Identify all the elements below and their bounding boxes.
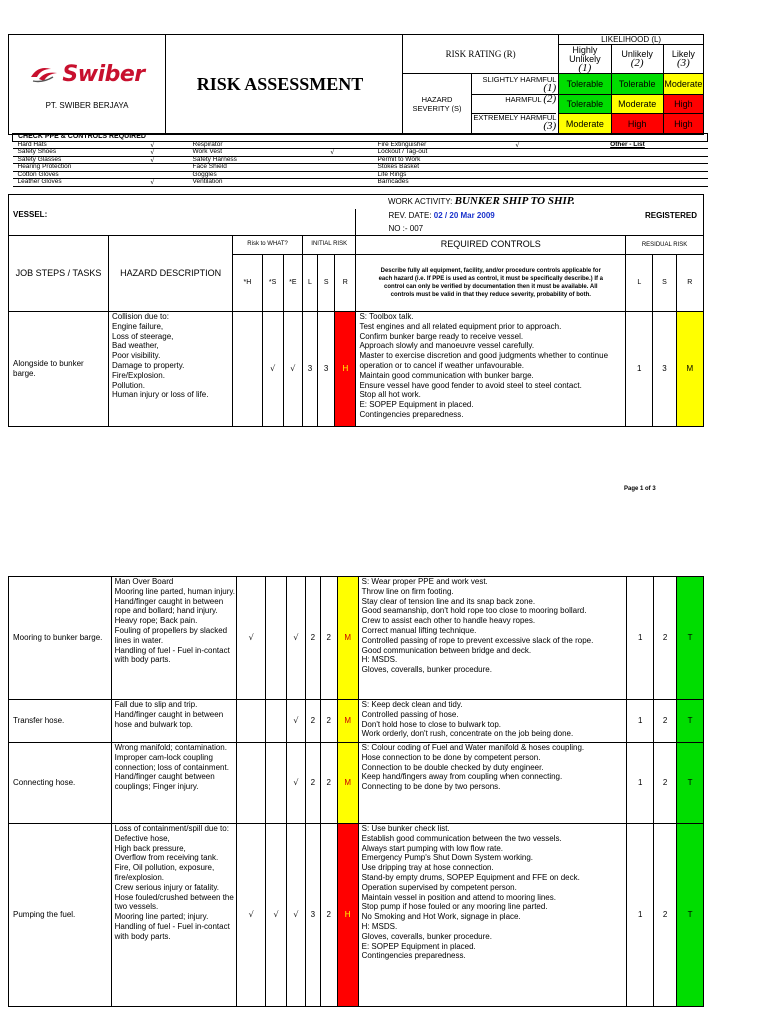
job-step: Mooring to bunker barge. bbox=[9, 577, 112, 700]
residual-risk-rating: T bbox=[677, 824, 704, 1007]
text-line: Hand/finger caught between couplings; Finger injury. bbox=[114, 772, 215, 792]
text-line: High back pressure, bbox=[114, 843, 186, 853]
company-name: PT. SWIBER BERJAYA bbox=[45, 100, 129, 110]
header-table bbox=[8, 34, 704, 135]
title-cell bbox=[166, 35, 394, 135]
ppe-heading: CHECK PPE & CONTROLS REQUIRED bbox=[13, 134, 708, 142]
text-line: Loss of steerage, bbox=[112, 331, 174, 341]
text-line: Emergency Pump's Shut Down System working. bbox=[361, 853, 534, 863]
swiber-logo-icon bbox=[29, 63, 59, 85]
controls-note: Describe fully all equipment, facility, and/or procedure controls applicable for each hazard (i.e. If PPE is used as control, it must be specifically describe.) If a control can only be verified by documentation then it must be available. All controls must be valid in that they reduce severity, probability of both. bbox=[356, 255, 626, 312]
text-line: Throw line on firm footing. bbox=[361, 586, 454, 596]
text-line: Work orderly, don't rush, concentrate on the job being done. bbox=[361, 729, 574, 739]
text-line: Collision due to: bbox=[112, 312, 169, 321]
matrix-cell: Moderate bbox=[559, 114, 610, 134]
severity-1: SLIGHTLY HARMFUL (1) bbox=[471, 74, 558, 95]
initial-risk-rating: M bbox=[337, 743, 358, 824]
text-line: S: Colour coding of Fuel and Water manifold & hoses coupling. bbox=[361, 743, 585, 752]
col-job-steps: JOB STEPS / TASKS bbox=[9, 236, 109, 312]
text-line: Keep hand/fingers away from coupling when connecting. bbox=[361, 772, 563, 782]
table-row: Mooring to bunker barge. Man Over Board Mooring line parted, human injury. Hand/finger caught in between rope and bollard; hand injury. Heavy rope; Back pain. Fouling of propellers by slacked lines in water. Handling of fuel - Fuel in-contact with body parts. √ √ 2 2 M S: Wear proper PPE and work vest. Throw line on firm footing. Stay clear of tension line and its snap back zone. Good seamanship, don't hold rope too close to mooring bollard. Crew to assist each other to handle heavy ropes. Correct manual lifting technique. Controlled passing of rope to prevent excessive slack of the rope. Good communication between bridge and deck. H: MSDS. Gloves, coveralls, bunker procedure. 1 2 T bbox=[9, 577, 704, 700]
ppe-row: Hearing Protection Face Shield Stokes Basket bbox=[13, 164, 708, 172]
matrix-cell: Tolerable bbox=[611, 74, 663, 95]
text-line: S: Use bunker check list. bbox=[361, 824, 450, 833]
text-line: Fouling of propellers by slacked lines in water. bbox=[114, 625, 228, 645]
col-required-controls: REQUIRED CONTROLS bbox=[356, 236, 626, 255]
initial-risk-rating: H bbox=[335, 312, 356, 427]
ppe-table bbox=[12, 133, 708, 187]
page-title: RISK ASSESSMENT bbox=[196, 74, 364, 94]
text-line: Stay clear of tension line and its snap back zone. bbox=[361, 596, 536, 606]
required-controls bbox=[358, 743, 627, 824]
matrix-cell: Tolerable bbox=[559, 74, 611, 95]
col-residual-risk: RESIDUAL RISK bbox=[626, 236, 704, 255]
table-row: Alongside to bunker barge. Collision due to: Engine failure, Loss of steerage, Bad weather, Poor visibility. Damage to property. Fire/Explosion. Pollution. Human injury or loss of life. √ √ 3 3 H S: Toolbox talk. Test engines and all related equipment prior to approach. Confirm bunker barge ready to receive vessel. Approach slowly and manoeuvre vessel carefully. Master to exercise discretion and good judgments whether to continue operation or to cancel if weather unfavourable. Maintain good communication with bunker barge. Ensure vessel have good fender to avoid steel to steel contact. Stop all hot work. E: SOPEP Equipment in placed. Contingencies preparedness. 1 3 M bbox=[9, 312, 704, 427]
job-step: Pumping the fuel. bbox=[9, 824, 112, 1007]
text-line: Don't hold hose to close to bulwark top. bbox=[361, 719, 502, 729]
likelihood-2: Unlikely (2) bbox=[611, 45, 663, 74]
text-line: H: MSDS. bbox=[361, 655, 398, 665]
col-hazard: HAZARD DESCRIPTION bbox=[109, 236, 233, 312]
text-line: Confirm bunker barge ready to receive vessel. bbox=[359, 331, 524, 341]
text-line: Connection to be double checked by duty engineer. bbox=[361, 762, 544, 772]
text-line: Overflow from receiving tank. bbox=[114, 853, 219, 863]
text-line: Always start pumping with low flow rate. bbox=[361, 843, 504, 853]
text-line: E: SOPEP Equipment in placed. bbox=[359, 400, 474, 410]
required-controls bbox=[356, 312, 626, 427]
text-line: S: Toolbox talk. bbox=[359, 312, 414, 321]
matrix-cell: High bbox=[664, 95, 703, 114]
table-row: Transfer hose. Fall due to slip and trip. Hand/finger caught in between hose and bulwark top. √ 2 2 M S: Keep deck clean and tidy. Controlled passing of hose. Don't hold hose to close to bulwark top. Work orderly, don't rush, concentrate on the job being done. 1 2 T bbox=[9, 700, 704, 743]
text-line: Mooring line parted; injury. bbox=[114, 912, 209, 922]
text-line: Handling of fuel - Fuel in-contact with body parts. bbox=[114, 921, 230, 941]
residual-risk-rating: T bbox=[677, 577, 704, 700]
text-line: Master to exercise discretion and good judgments whether to continue operation or to cancel if weather unfavourable. bbox=[359, 351, 609, 370]
text-line: Improper cam-lock coupling connection; loss of containment. bbox=[114, 752, 229, 772]
text-line: S: Wear proper PPE and work vest. bbox=[361, 577, 488, 586]
required-controls bbox=[358, 577, 627, 700]
text-line: Man Over Board bbox=[114, 577, 174, 586]
text-line: Fire/Explosion. bbox=[112, 370, 165, 380]
job-step: Transfer hose. bbox=[9, 700, 112, 743]
ppe-row: Safety Glasses √ Safety Harness Permit to Work bbox=[13, 156, 708, 164]
text-line: Test engines and all related equipment prior to approach. bbox=[359, 321, 562, 331]
text-line: H: MSDS. bbox=[361, 921, 398, 931]
matrix-cell: Moderate bbox=[612, 95, 663, 114]
likelihood-1: Highly Unlikely (1) bbox=[559, 45, 611, 74]
matrix-cell: Moderate bbox=[663, 74, 703, 95]
page-number: Page 1 of 3 bbox=[624, 486, 656, 492]
text-line: Stand-by empty drums, SOPEP Equipment and FFE on deck. bbox=[361, 872, 580, 882]
text-line: Human injury or loss of life. bbox=[112, 390, 209, 400]
hazard-severity-label: HAZARD SEVERITY (S) bbox=[403, 74, 472, 135]
col-risk-to: Risk to WHAT? bbox=[233, 236, 303, 255]
text-line: Establish good communication between the two vessels. bbox=[361, 833, 562, 843]
ppe-row: Safety Shoes √ Work Vest √ Lockout / Tag-out bbox=[13, 149, 708, 157]
assessment-table-page2 bbox=[8, 576, 704, 1007]
likelihood-3: Likely (3) bbox=[663, 45, 703, 74]
required-controls bbox=[358, 700, 627, 743]
table-row: Pumping the fuel. Loss of containment/spill due to: Defective hose, High back pressure, Overflow from receiving tank. Fire, Oil pollution, exposure, fire/explosion. Crew serious injury or fatality. Hose fouled/crushed between the two vessels. Mooring line parted; injury. Handling of fuel - Fuel in-contact with body parts. √ √ √ 3 2 H S: Use bunker check list. Establish good communication between the two vessels. Always start pumping with low flow rate. Emergency Pump's Shut Down System working. Use dripping tray at hose connection. Stand-by empty drums, SOPEP Equipment and FFE on deck. Operation supervised by competent person. Maintain vessel in position and attend to mooring lines. Stop pump if hose fouled or any mooring line parted. No Smoking and Hot Work, signage in place. H: MSDS. Gloves, coveralls, bunker procedure. E: SOPEP Equipment in placed. Contingencies preparedness. 1 2 T bbox=[9, 824, 704, 1007]
text-line: Ensure vessel have good fender to avoid steel to steel contact. bbox=[359, 380, 582, 390]
matrix-cell: Tolerable bbox=[559, 95, 610, 114]
text-line: Stop pump if hose fouled or any mooring line parted. bbox=[361, 902, 548, 912]
text-line: Gloves, coveralls, bunker procedure. bbox=[361, 931, 492, 941]
text-line: Loss of containment/spill due to: bbox=[114, 824, 229, 833]
text-line: Connecting to be done by two persons. bbox=[361, 782, 501, 792]
text-line: Poor visibility. bbox=[112, 351, 161, 361]
text-line: Damage to property. bbox=[112, 360, 185, 370]
residual-risk-rating: T bbox=[677, 700, 704, 743]
risk-rating-label: RISK RATING (R) bbox=[403, 35, 559, 74]
text-line: S: Keep deck clean and tidy. bbox=[361, 700, 463, 709]
text-line: Contingencies preparedness. bbox=[361, 951, 466, 961]
text-line: Hand/finger caught in between hose and bulwark top. bbox=[114, 709, 224, 729]
text-line: Operation supervised by competent person. bbox=[361, 882, 517, 892]
text-line: Gloves, coveralls, bunker procedure. bbox=[361, 665, 492, 675]
text-line: Contingencies preparedness. bbox=[359, 409, 464, 419]
text-line: Wrong manifold; contamination. bbox=[114, 743, 227, 752]
assessment-table-page1: VESSEL: WORK ACTIVITY: BUNKER SHIP TO SHIP. REV. DATE: 02 / 20 Mar 2009 REGISTERED NO :- 007 JOB STEPS / TASKS HAZARD DESCRIPTION Risk to WHAT? INITIAL RISK REQUIRED CONTROLS RESIDUAL RISK *H *S *E L S R Describe fully all equipment, facility, and/or procedure controls applicable for each hazard (i.e. If PPE is used as control, it must be specifically describe.) If a control can only be verified by documentation then it must be available. All controls must be valid in that they reduce severity, probability of both. L S R Alongside to bunker barge. Collision due to: Engine failure, Loss of steerage, Bad weather, Poor visibility. Damage to property. Fire/Explosion. Pollution. Human injury or loss of life. √ √ 3 3 H S: Toolbox talk. Test engines and all related equipment prior to approach. Confirm bunker barge ready to receive vessel. Approach slowly and manoeuvre vessel carefully. Master to exercise discretion and good judgments whether to continue operation or to cancel if weather unfavourable. Maintain good communication with bunker barge. Ensure vessel have good fender to avoid steel to steel contact. Stop all hot work. E: SOPEP Equipment in placed. Contingencies preparedness. 1 3 M bbox=[8, 194, 704, 427]
text-line: Engine failure, bbox=[112, 321, 164, 331]
text-line: Maintain vessel in position and attend to mooring lines. bbox=[361, 892, 556, 902]
hazard-description bbox=[109, 312, 233, 427]
hazard-description bbox=[111, 743, 237, 824]
vessel-label: VESSEL: bbox=[9, 195, 356, 236]
text-line: E: SOPEP Equipment in placed. bbox=[361, 941, 476, 951]
text-line: Maintain good communication with bunker barge. bbox=[359, 370, 534, 380]
initial-risk-rating: M bbox=[337, 700, 358, 743]
logo-cell bbox=[9, 35, 166, 135]
col-initial-risk: INITIAL RISK bbox=[302, 236, 356, 255]
text-line: Good communication between bridge and deck. bbox=[361, 645, 532, 655]
text-line: Use dripping tray at hose connection. bbox=[361, 863, 494, 873]
text-line: Defective hose, bbox=[114, 833, 170, 843]
ppe-row: Cotton Gloves Goggles Life Rings bbox=[13, 171, 708, 179]
job-step: Alongside to bunker barge. bbox=[9, 312, 109, 427]
text-line: Hose fouled/crushed between the two vessels. bbox=[114, 892, 234, 912]
text-line: Hand/finger caught in between rope and bollard; hand injury. bbox=[114, 596, 224, 616]
text-line: Crew serious injury or fatality. bbox=[114, 882, 219, 892]
doc-number: NO :- 007 bbox=[356, 223, 704, 236]
table-row: Connecting hose. Wrong manifold; contamination. Improper cam-lock coupling connection; loss of containment. Hand/finger caught between couplings; Finger injury. √ 2 2 M S: Colour coding of Fuel and Water manifold & hoses coupling. Hose connection to be done by competent person. Connection to be double checked by duty engineer. Keep hand/fingers away from coupling when connecting. Connecting to be done by two persons. 1 2 T bbox=[9, 743, 704, 824]
severity-2-3: HARMFUL (2) EXTREMELY HARMFUL (3) bbox=[471, 95, 558, 135]
text-line: Crew to assist each other to handle heavy ropes. bbox=[361, 616, 536, 626]
matrix-cell: High bbox=[664, 114, 703, 134]
text-line: No Smoking and Hot Work, signage in place. bbox=[361, 912, 521, 922]
ppe-row: Hard Hats √ Respirator Fire Extinguisher √ Other - List bbox=[13, 141, 708, 149]
text-line: Mooring line parted, human injury. bbox=[114, 586, 235, 596]
residual-risk-rating: T bbox=[677, 743, 704, 824]
text-line: Fall due to slip and trip. bbox=[114, 700, 198, 709]
work-activity: WORK ACTIVITY: BUNKER SHIP TO SHIP. bbox=[356, 195, 704, 210]
ppe-row: Leather Gloves √ Ventilation Barricades bbox=[13, 179, 708, 187]
text-line: Stop all hot work. bbox=[359, 390, 421, 400]
rev-date: REV. DATE: 02 / 20 Mar 2009 REGISTERED bbox=[356, 209, 704, 222]
text-line: Bad weather, bbox=[112, 341, 159, 351]
logo-text: Swiber bbox=[62, 61, 145, 87]
text-line: Approach slowly and manoeuvre vessel carefully. bbox=[359, 341, 535, 351]
text-line: Controlled passing of hose. bbox=[361, 709, 459, 719]
residual-risk-rating: M bbox=[676, 312, 703, 427]
hazard-description bbox=[111, 577, 237, 700]
text-line: Heavy rope; Back pain. bbox=[114, 616, 198, 626]
text-line: Hose connection to be done by competent person. bbox=[361, 752, 541, 762]
text-line: Controlled passing of rope to prevent excessive slack of the rope. bbox=[361, 635, 594, 645]
initial-risk-rating: H bbox=[337, 824, 358, 1007]
hazard-description bbox=[111, 824, 237, 1007]
text-line: Good seamanship, don't hold rope too close to mooring bollard. bbox=[361, 606, 587, 616]
text-line: Fire, Oil pollution, exposure, fire/explosion. bbox=[114, 863, 215, 882]
matrix-cell: High bbox=[612, 114, 663, 134]
text-line: Correct manual lifting technique. bbox=[361, 625, 477, 635]
text-line: Pollution. bbox=[112, 380, 145, 390]
job-step: Connecting hose. bbox=[9, 743, 112, 824]
required-controls bbox=[358, 824, 627, 1007]
likelihood-label: LIKELIHOOD (L) bbox=[559, 35, 704, 45]
hazard-description bbox=[111, 700, 237, 743]
text-line: Handling of fuel - Fuel in-contact with body parts. bbox=[114, 645, 230, 665]
initial-risk-rating: M bbox=[337, 577, 358, 700]
